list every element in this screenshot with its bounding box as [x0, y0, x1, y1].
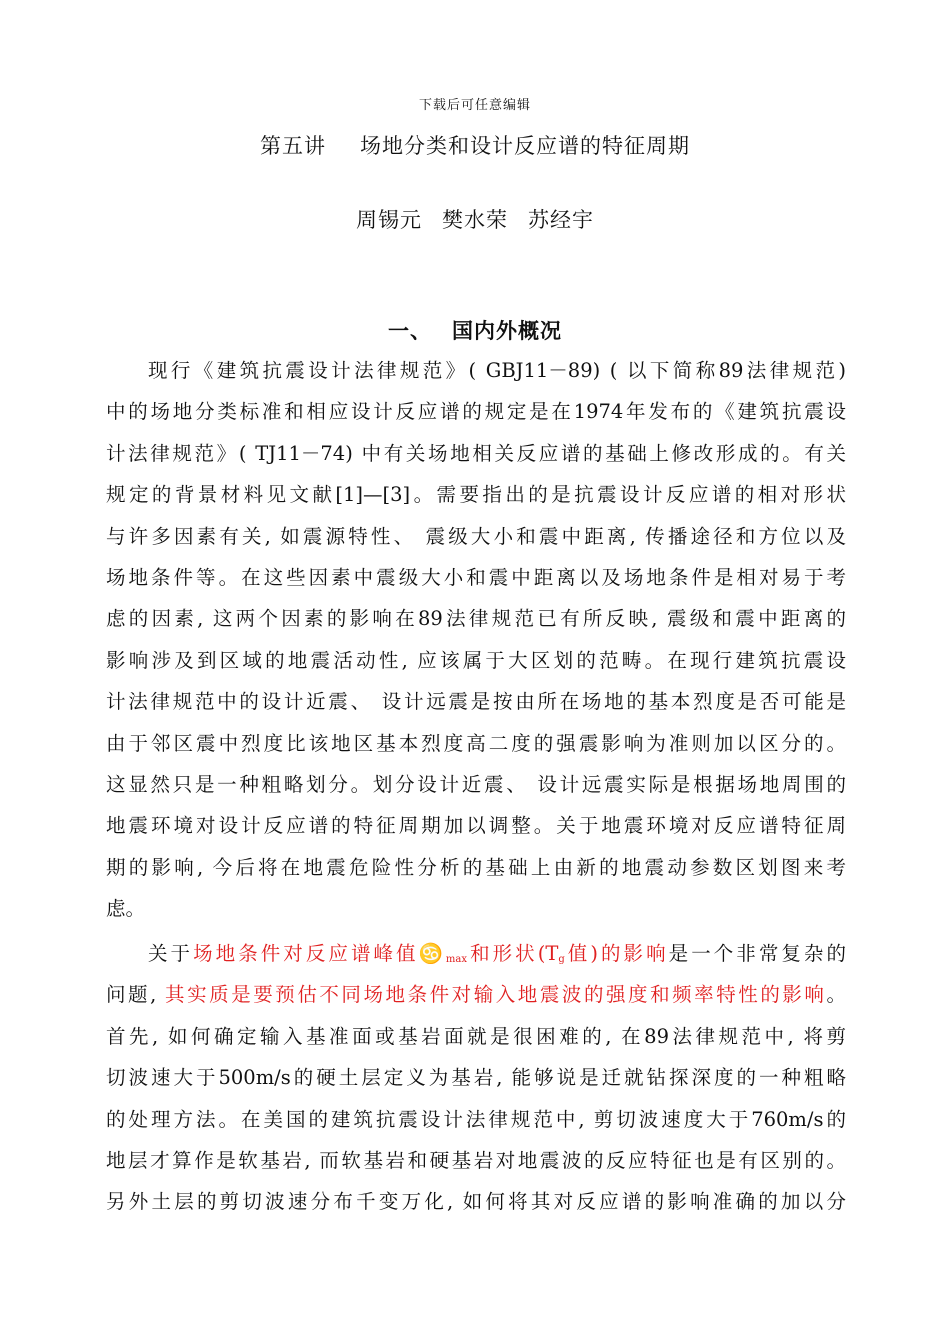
paragraph-overview	[106, 350, 846, 929]
text-line: 虑的因素, 这两个因素的影响在89法律规范已有所反映, 震级和震中距离的	[106, 607, 846, 631]
text-line: 这显然只是一种粗略划分。划分设计近震、 设计远震实际是根据场地周围的	[106, 772, 846, 796]
lecture-title	[0, 130, 950, 160]
highlighted-text: 其实质是要预估不同场地条件对输入地震波的强度和频率特性的影响	[165, 983, 827, 1007]
text-line: 地层才算作是软基岩, 而软基岩和硬基岩对地震波的反应特征也是有区别的。	[106, 1148, 846, 1172]
author-name: 周锡元	[356, 208, 422, 232]
text-line: 影响涉及到区域的地震活动性, 应该属于大区划的范畴。在现行建筑抗震设	[106, 648, 846, 672]
text-line: 计法律规范中的设计近震、 设计远震是按由所在场地的基本烈度是否可能是	[106, 690, 846, 714]
subscript-max: max	[445, 954, 468, 965]
text-line	[106, 974, 846, 1015]
section-title: 国内外概况	[452, 318, 562, 343]
text-line: 现行《建筑抗震设计法律规范》( GBJ11－89) ( 以下简称89法律规范)	[148, 359, 846, 382]
highlighted-text: 值)的影响	[564, 942, 669, 965]
text-segment: 问题,	[106, 983, 166, 1007]
highlighted-text: 和形状(T	[467, 942, 559, 965]
text-line: 计法律规范》( TJ11－74) 中有关场地相关反应谱的基础上修改形成的。有关	[106, 441, 846, 465]
text-line: 中的场地分类标准和相应设计反应谱的规定是在1974年发布的《建筑抗震设	[106, 400, 846, 424]
text-line: 虑。	[106, 897, 146, 921]
text-line: 地震环境对设计反应谱的特征周期加以调整。关于地震环境对反应谱特征周	[106, 814, 846, 838]
text-line: 由于邻区震中烈度比该地区基本烈度高二度的强震影响为准则加以区分的。	[106, 731, 846, 755]
text-segment: 。	[826, 983, 846, 1007]
text-line: 的处理方法。在美国的建筑抗震设计法律规范中, 剪切波速度大于760m/s的	[106, 1107, 846, 1131]
header-note: 下载后可任意编辑	[418, 98, 531, 113]
text-line: 场地条件等。在这些因素中震级大小和震中距离以及场地条件是相对易于考	[106, 565, 846, 589]
highlighted-text: 场地条件对反应谱峰值	[193, 942, 419, 965]
text-line: 另外土层的剪切波速分布千变万化, 如何将其对反应谱的影响准确的加以分	[106, 1190, 846, 1214]
section-number: 一、	[388, 318, 432, 343]
text-segment: 是一个非常复杂的	[668, 942, 846, 965]
text-line: 规定的背景材料见文献[1]—[3]。需要指出的是抗震设计反应谱的相对形状	[106, 483, 846, 507]
lecture-number: 第五讲	[260, 134, 326, 158]
text-line: 切波速大于500m/s的硬土层定义为基岩, 能够说是迁就钻探深度的一种粗略	[106, 1066, 846, 1090]
lecture-topic: 场地分类和设计反应谱的特征周期	[360, 134, 690, 158]
author-name: 苏经宇	[528, 208, 594, 232]
author-name: 樊水荣	[442, 208, 508, 232]
text-line: 首先, 如何确定输入基准面或基岩面就是很困难的, 在89法律规范中, 将剪	[106, 1024, 846, 1048]
text-line	[106, 933, 846, 974]
subscript-g: g	[558, 954, 565, 965]
author-list	[0, 204, 950, 234]
text-line: 与许多因素有关, 如震源特性、 震级大小和震中距离, 传播途径和方位以及	[106, 524, 846, 548]
section-heading	[0, 315, 950, 345]
text-line: 期的影响, 今后将在地震危险性分析的基础上由新的地震动参数区划图来考	[106, 855, 846, 879]
spectral-peak-symbol: ♋	[418, 942, 446, 965]
paragraph-site-conditions	[106, 933, 846, 1223]
text-segment: 关于	[148, 942, 194, 965]
